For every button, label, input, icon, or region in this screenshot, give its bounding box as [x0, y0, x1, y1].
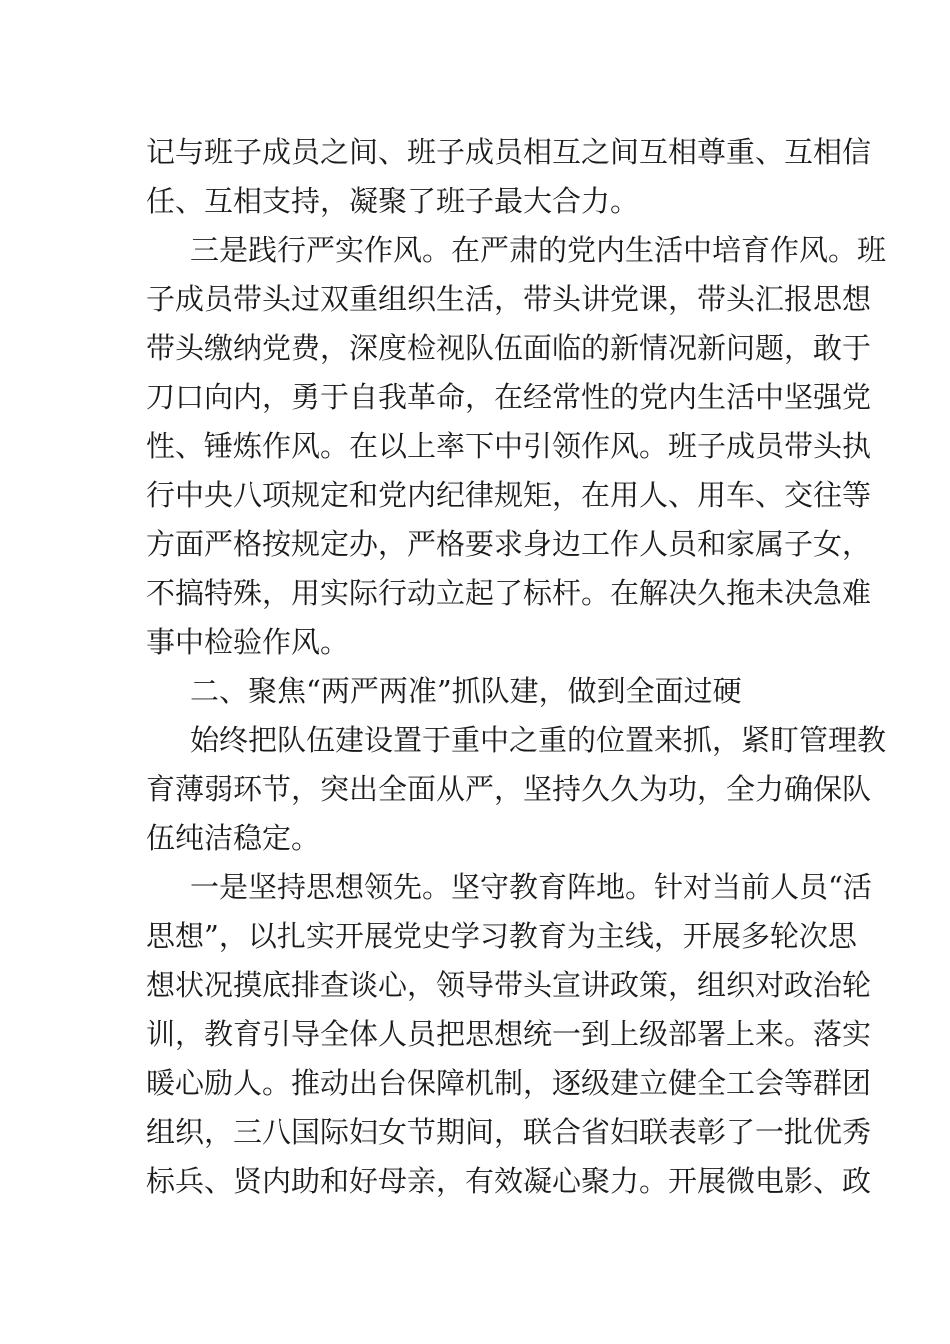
- text-line: 伍纯洁稳定。: [146, 821, 321, 855]
- text-line: 子成员带头过双重组织生活，带头讲党课，带头汇报思想: [146, 282, 872, 316]
- text-line: 方面严格按规定办，严格要求身边工作人员和家属子女，: [146, 527, 872, 561]
- text-line: 想状况摸底排查谈心，领导带头宣讲政策，组织对政治轮: [146, 968, 872, 1002]
- section-heading: 二、聚焦“两严两准”抓队建，做到全面过硬: [190, 674, 742, 708]
- text-line: 记与班子成员之间、班子成员相互之间互相尊重、互相信: [146, 135, 872, 169]
- text-line: 事中检验作风。: [146, 625, 350, 659]
- paragraph-start-line: 始终把队伍建设置于重中之重的位置来抓，紧盯管理教: [190, 723, 887, 757]
- text-line: 行中央八项规定和党内纪律规矩，在用人、用车、交往等: [146, 478, 872, 512]
- text-line: 训，教育引导全体人员把思想统一到上级部署上来。落实: [146, 1017, 872, 1051]
- paragraph-start-line: 三是践行严实作风。在严肃的党内生活中培育作风。班: [190, 233, 887, 267]
- text-line: 标兵、贤内助和好母亲，有效凝心聚力。开展微电影、政: [146, 1164, 872, 1198]
- text-line: 暖心励人。推动出台保障机制，逐级建立健全工会等群团: [146, 1066, 872, 1100]
- text-line: 育薄弱环节，突出全面从严，坚持久久为功，全力确保队: [146, 772, 872, 806]
- text-line: 性、锤炼作风。在以上率下中引领作风。班子成员带头执: [146, 429, 872, 463]
- text-line: 思想”，以扎实开展党史学习教育为主线，开展多轮次思: [146, 919, 857, 953]
- text-line: 刀口向内，勇于自我革命，在经常性的党内生活中坚强党: [146, 380, 872, 414]
- document-body: [146, 128, 887, 1206]
- text-line: 任、互相支持，凝聚了班子最大合力。: [146, 184, 640, 218]
- paragraph-start-line: 一是坚持思想领先。坚守教育阵地。针对当前人员“活: [190, 870, 872, 904]
- text-line: 组织，三八国际妇女节期间，联合省妇联表彰了一批优秀: [146, 1115, 872, 1149]
- text-line: 不搞特殊，用实际行动立起了标杆。在解决久拖未决急难: [146, 576, 872, 610]
- text-line: 带头缴纳党费，深度检视队伍面临的新情况新问题，敢于: [146, 331, 872, 365]
